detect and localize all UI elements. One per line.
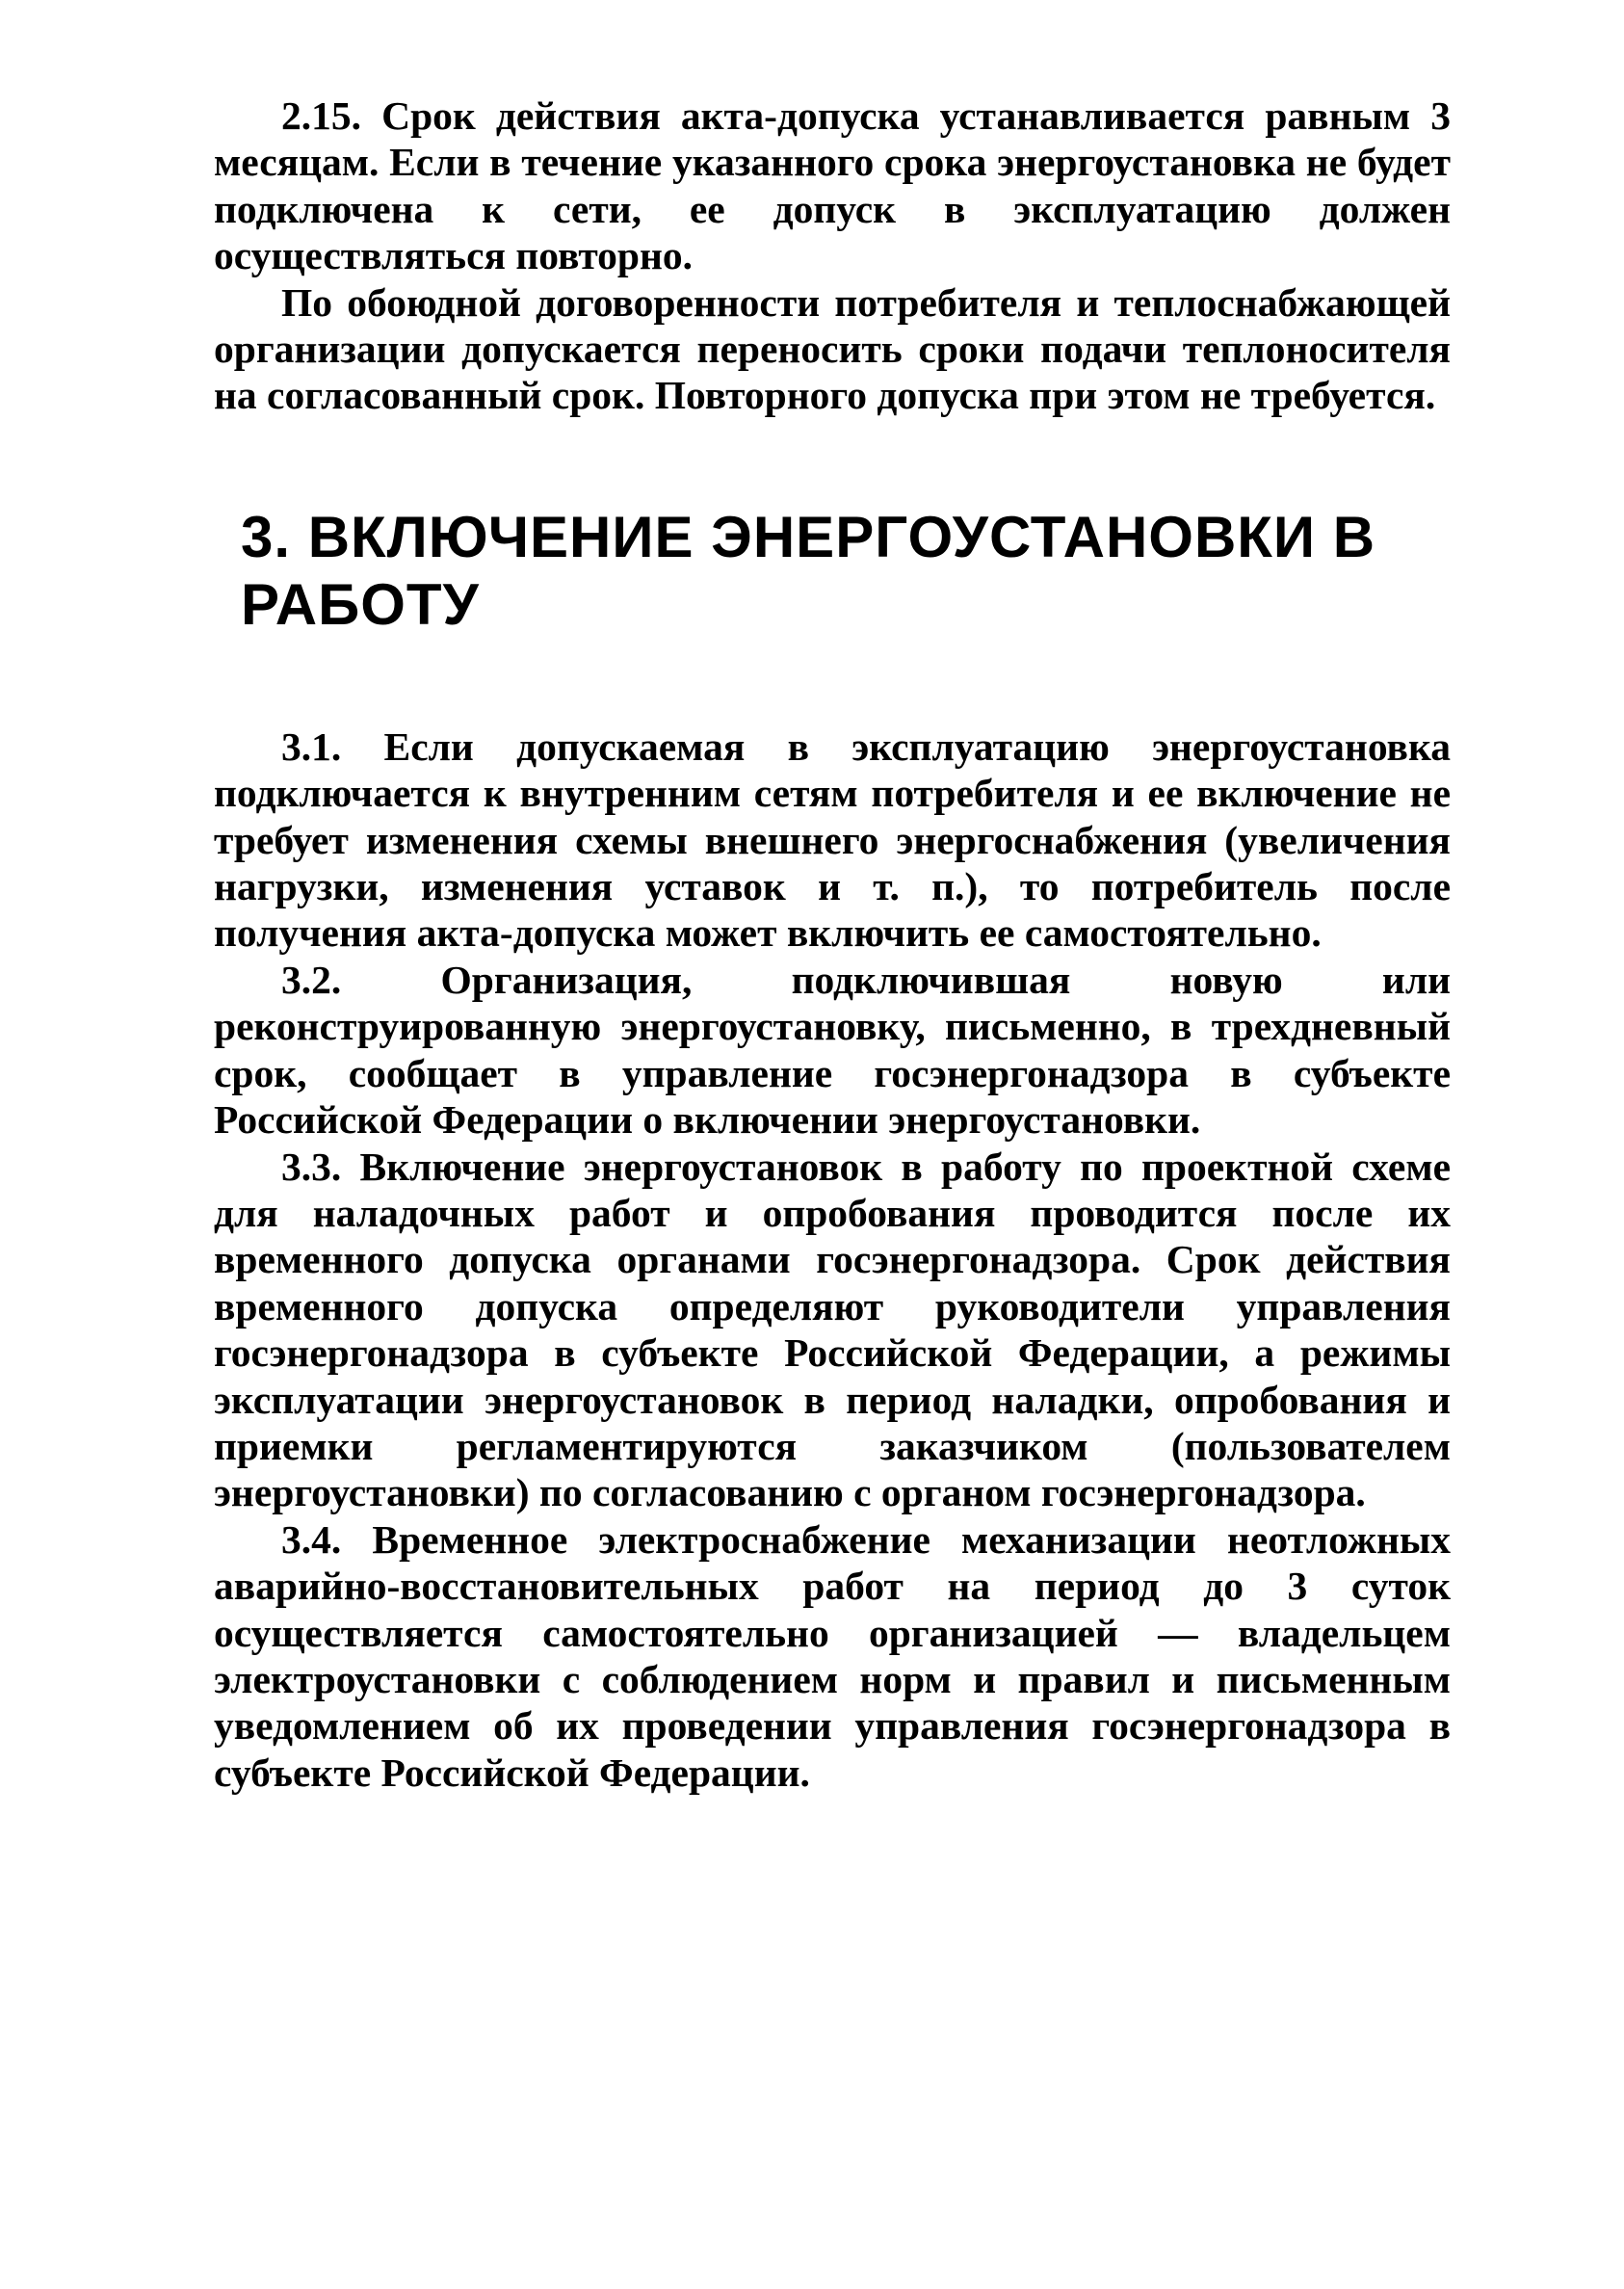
paragraph-text: Временное электроснабжение механизации неотложных аварийно-восстановительных работ на период до 3 суток осуществляется самостоятельно организацией — владельцем электроустановки с соблюдением норм и правил и письменным уведомлением об их проведении управления госэнергонадзора в субъекте Российской Федерации. bbox=[214, 1516, 1452, 1795]
paragraph-number: 3.3. bbox=[281, 1144, 342, 1189]
paragraph-text: Включение энергоустановок в работу по проектной схеме для наладочных работ и опробования проводится после их временного допуска органами госэнергонадзора. Срок действия временного допуска определяют руководители управления госэнергонадзора в субъекте Российской Федерации, а режимы эксплуатации энергоустановок в период наладки, опробования и приемки регламентируются заказчиком (пользователем энергоустановки) по согласованию с органом госэнергонадзора. bbox=[214, 1144, 1452, 1515]
paragraph-2-15 bbox=[214, 92, 1451, 279]
paragraph-3-1 bbox=[214, 724, 1451, 957]
paragraph-agreement bbox=[214, 279, 1451, 419]
paragraph-number: 3.4. bbox=[281, 1516, 342, 1562]
paragraph-3-2 bbox=[214, 957, 1451, 1144]
section-title: 3. ВКЛЮЧЕНИЕ ЭНЕРГОУСТАНОВКИ В РАБОТУ bbox=[241, 504, 1376, 637]
paragraph-text: Организация, подключившая новую или реконструированную энергоустановку, письменно, в трехдневный срок, сообщает в управление госэнергонадзора в субъекте Российской Федерации о включении энергоустановки. bbox=[214, 957, 1452, 1143]
paragraph-number: 3.1. bbox=[281, 724, 342, 769]
paragraph-3-4 bbox=[214, 1516, 1451, 1796]
paragraph-number: 2.15. bbox=[281, 93, 361, 138]
document-body bbox=[214, 92, 1451, 1796]
paragraph-text: Если допускаемая в эксплуатацию энергоустановка подключается к внутренним сетям потребителя и ее включение не требует изменения схемы внешнего энергоснабжения (увеличения нагрузки, изменения уставок и т. п.), то потребитель после получения акта-допуска может включить ее самостоятельно. bbox=[214, 724, 1452, 956]
paragraph-text: По обоюдной договоренности потребителя и теплоснабжающей организации допускается переносить сроки подачи теплоносителя на согласованный срок. Повторного допуска при этом не требуется. bbox=[214, 279, 1451, 418]
paragraph-3-3 bbox=[214, 1144, 1451, 1516]
paragraph-text: Срок действия акта-допуска устанавливается равным 3 месяцам. Если в течение указанного срока энергоустановка не будет подключена к сети, ее допуск в эксплуатацию должен осуществляться повторно. bbox=[214, 93, 1452, 278]
paragraph-number: 3.2. bbox=[281, 957, 342, 1002]
